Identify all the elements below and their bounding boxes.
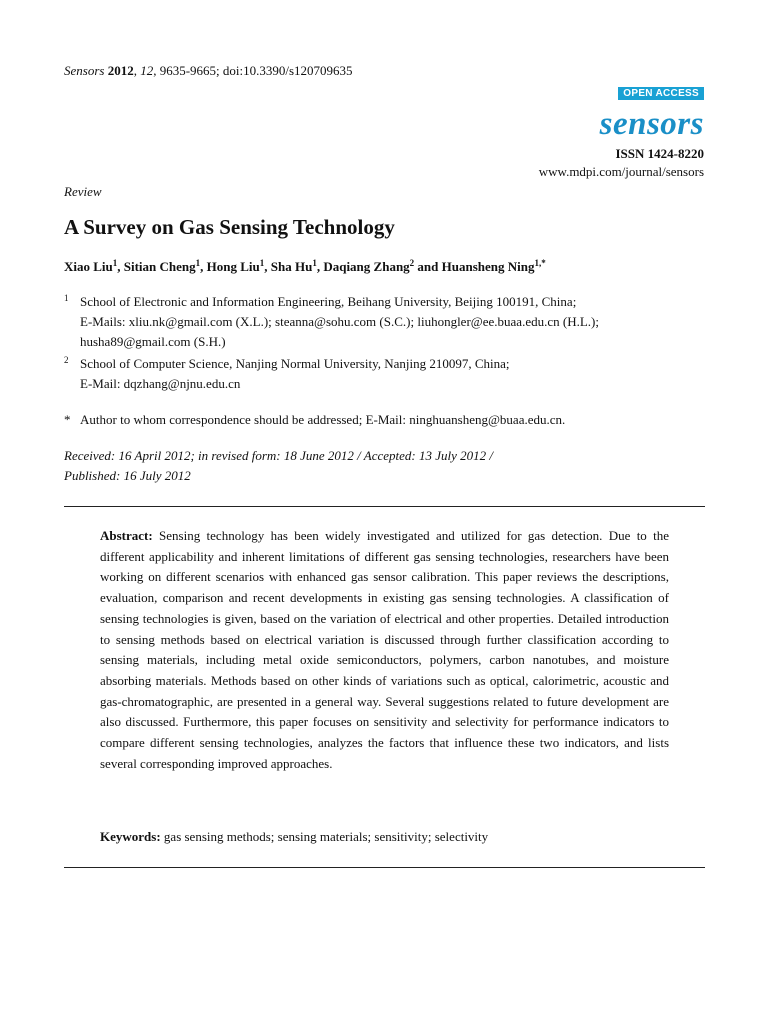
author-affiliation-mark: 1	[195, 258, 201, 268]
journal-url[interactable]: www.mdpi.com/journal/sensors	[538, 164, 704, 179]
author-name: Xiao Liu	[64, 259, 113, 274]
affiliation-line: School of Computer Science, Nanjing Normal University, Nanjing 210097, China;	[80, 356, 510, 371]
author-separator: ,	[200, 259, 207, 274]
affiliation-2	[64, 354, 704, 394]
citation-pages-doi: , 9635-9665; doi:10.3390/s120709635	[153, 63, 353, 78]
citation-line: Sensors 2012, 12, 9635-9665; doi:10.3390/s120709635	[64, 63, 353, 78]
correspondence-note	[64, 411, 565, 429]
affiliation-emails[interactable]: E-Mail: dqzhang@njnu.edu.cn	[80, 376, 241, 391]
author-affiliation-mark: 2	[409, 258, 415, 268]
affiliation-mark: 2	[64, 355, 69, 365]
author-separator: and	[414, 259, 442, 274]
citation-journal: Sensors	[64, 63, 105, 78]
author-separator: ,	[117, 259, 124, 274]
affiliation-emails[interactable]: E-Mails: xliu.nk@gmail.com (X.L.); steanna@sohu.com (S.C.); liuhongler@ee.buaa.edu.cn (H.L.);	[80, 314, 599, 329]
divider-top	[64, 506, 705, 507]
corresponding-author-mark: *	[541, 258, 546, 268]
article-type: Review	[64, 184, 102, 199]
author-affiliation-mark: 1	[312, 258, 317, 268]
abstract-text: Sensing technology has been widely investigated and utilized for gas detection. Due to the different applicability and inherent limitations of different gas sensing technologies, researchers have been working on different scenarios with enhanced gas sensor calibration. This paper reviews the descriptions, evaluation, comparison and recent developments in existing gas sensing technologies. A classification of sensing technologies is given, based on the variation of electrical and other properties. Detailed introduction to sensing methods based on electrical variation is discussed through further classification according to sensing materials, including metal oxide semiconductors, polymers, carbon nanotubes, and moisture absorbing materials. Methods based on other kinds of variations such as optical, calorimetric, acoustic and gas-chromatographic, are presented in a general way. Several suggestions related to future development are also discussed. Furthermore, this paper focuses on sensitivity and selectivity for performance indicators to compare different sensing technologies, analyzes the factors that influence these two indicators, and lists several corresponding improved approaches.	[100, 528, 670, 771]
abstract	[100, 526, 669, 774]
affiliation-emails[interactable]: husha89@gmail.com (S.H.)	[80, 334, 226, 349]
author-separator: ,	[316, 259, 324, 274]
keywords-label: Keywords:	[100, 829, 161, 844]
dates-line: Published: 16 July 2012	[64, 468, 191, 483]
affiliation-line: School of Electronic and Information Engineering, Beihang University, Beijing 100191, China;	[80, 294, 577, 309]
citation-volume: 12	[140, 63, 154, 78]
author-name: Sha Hu	[270, 259, 313, 274]
divider-bottom	[64, 867, 705, 868]
dates-line: Received: 16 April 2012; in revised form: 18 June 2012 / Accepted: 13 July 2012 /	[64, 448, 493, 463]
author-affiliation-number: 1,	[534, 258, 542, 268]
journal-logo: sensors	[599, 106, 704, 142]
affiliation-1	[64, 292, 704, 352]
correspondence-mark: *	[64, 412, 71, 427]
publication-dates	[64, 446, 493, 486]
author-name: Hong Liu	[206, 259, 260, 274]
correspondence-text[interactable]: Author to whom correspondence should be addressed; E-Mail: ninghuansheng@buaa.edu.cn.	[80, 412, 566, 427]
keywords-text: gas sensing methods; sensing materials; sensitivity; selectivity	[163, 829, 489, 844]
author-name: Sitian Cheng	[123, 259, 196, 274]
author-separator: ,	[264, 259, 271, 274]
citation-year: 2012	[107, 63, 134, 78]
author-affiliation-mark	[534, 258, 545, 268]
article-title: A Survey on Gas Sensing Technology	[64, 215, 395, 239]
keywords	[100, 828, 488, 846]
author-affiliation-mark: 1	[259, 258, 265, 268]
affiliation-mark: 1	[64, 293, 69, 303]
issn: ISSN 1424-8220	[615, 146, 704, 161]
author-affiliation-mark: 1	[112, 258, 118, 268]
author-list	[64, 258, 546, 276]
author-name: Daqiang Zhang	[323, 259, 410, 274]
open-access-badge: OPEN ACCESS	[618, 87, 704, 100]
abstract-label: Abstract:	[100, 528, 153, 543]
author-name: Huansheng Ning	[441, 259, 535, 274]
